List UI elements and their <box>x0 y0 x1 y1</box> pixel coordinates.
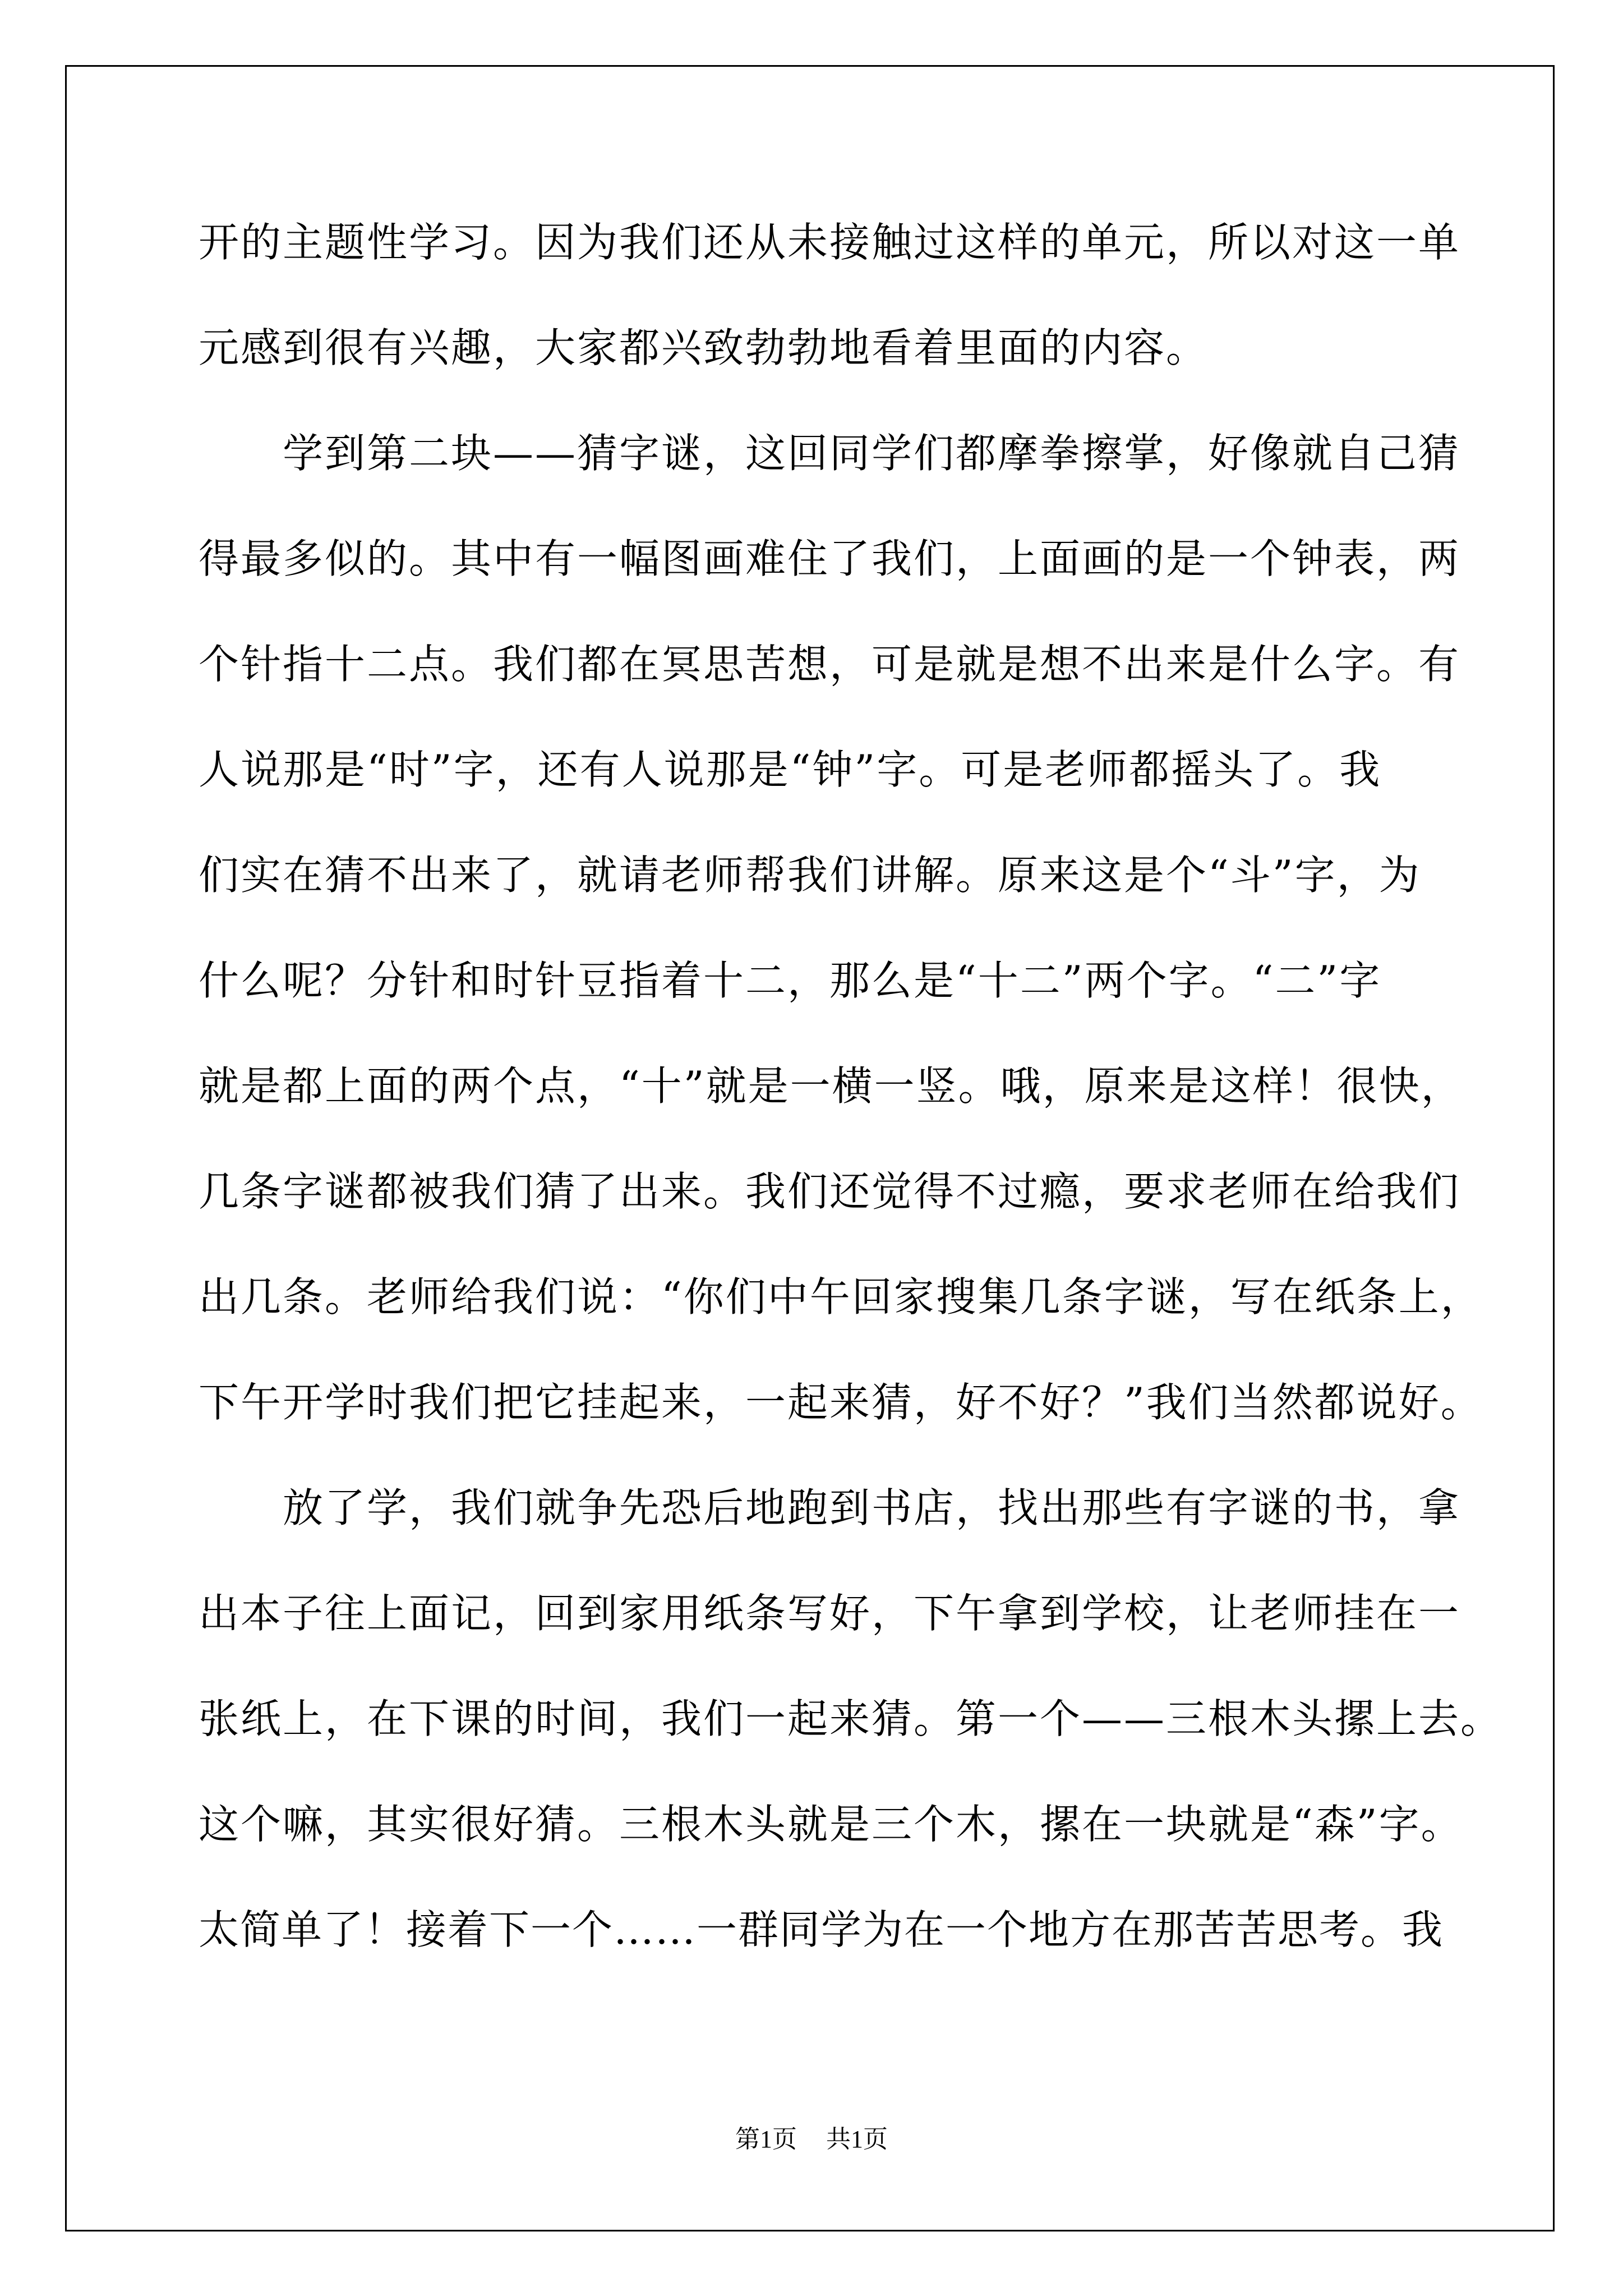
text-line: 人说那是“时”字，还有人说那是“钟”字。可是老师都摇头了。我 <box>199 746 1382 793</box>
text-line: 太简单了！接着下一个……一群同学为在一个地方在那苦苦思考。我 <box>199 1906 1444 1953</box>
text-line: 们实在猜不出来了，就请老师帮我们讲解。原来这是个“斗”字，为 <box>199 852 1421 899</box>
document-body <box>199 209 1503 2001</box>
text-line: 这个嘛，其实很好猜。三根木头就是三个木，摞在一块就是“森”字。 <box>199 1801 1463 1848</box>
text-line: 出本子往上面记，回到家用纸条写好，下午拿到学校，让老师挂在一 <box>199 1590 1461 1637</box>
page-number-current: 第1页 <box>735 2125 797 2153</box>
text-line: 元感到很有兴趣，大家都兴致勃勃地看着里面的内容。 <box>199 324 1209 371</box>
text-line: 个针指十二点。我们都在冥思苦想，可是就是想不出来是什么字。有 <box>199 641 1461 688</box>
text-line: 得最多似的。其中有一幅图画难住了我们，上面画的是一个钟表，两 <box>199 535 1461 582</box>
paragraph-start-line: 学到第二块——猜字谜，这回同学们都摩拳擦掌，好像就自己猜 <box>199 430 1461 477</box>
text-line: 出几条。老师给我们说：“你们中午回家搜集几条字谜，写在纸条上， <box>199 1273 1483 1320</box>
text-line: 张纸上，在下课的时间，我们一起来猜。第一个——三根木头摞上去。 <box>199 1695 1503 1742</box>
text-line: 就是都上面的两个点，“十”就是一横一竖。哦，原来是这样！很快， <box>199 1062 1463 1110</box>
page-footer <box>0 2125 1623 2154</box>
page-number-total: 共1页 <box>826 2125 888 2153</box>
paragraph-start-line: 放了学，我们就争先恐后地跑到书店，找出那些有字谜的书，拿 <box>199 1484 1461 1531</box>
text-line: 下午开学时我们把它挂起来，一起来猜，好不好？”我们当然都说好。 <box>199 1379 1483 1426</box>
text-line: 什么呢？分针和时针豆指着十二，那么是“十二”两个字。“二”字 <box>199 957 1382 1004</box>
text-line: 几条字谜都被我们猜了出来。我们还觉得不过瘾，要求老师在给我们 <box>199 1168 1461 1215</box>
text-line: 开的主题性学习。因为我们还从未接触过这样的单元，所以对这一单 <box>199 219 1461 266</box>
